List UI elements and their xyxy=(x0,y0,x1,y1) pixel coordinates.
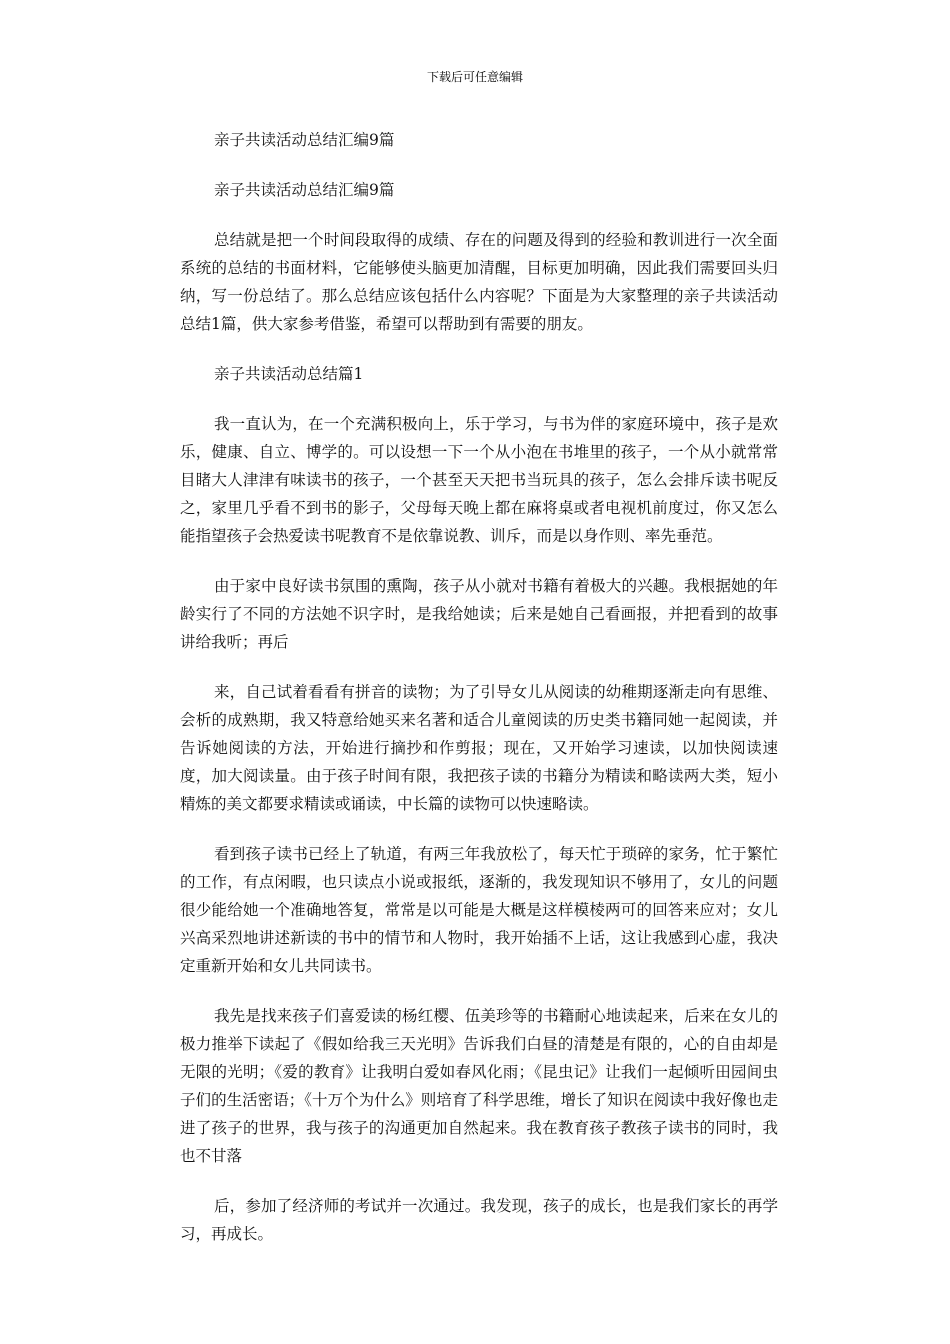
document-title: 亲子共读活动总结汇编9篇 xyxy=(214,131,395,149)
document-subtitle: 亲子共读活动总结汇编9篇 xyxy=(214,181,395,199)
body-paragraph: 我先是找来孩子们喜爱读的杨红樱、伍美珍等的书籍耐心地读起来，后来在女儿的极力推举下读起了《假如给我三天光明》告诉我们白昼的清楚是有限的，心的自由却是无限的光明；《爱的教育》让我明白爱如春风化雨；《昆虫记》让我们一起倾听田园间虫子们的生活密语；《十万个为什么》则培育了科学思维，增长了知识在阅读中我好像也走进了孩子的世界，我与孩子的沟通更加自然起来。我在教育孩子教孩子读书的同时，我也不甘落 xyxy=(180,1007,778,1165)
body-paragraph: 看到孩子读书已经上了轨道，有两三年我放松了，每天忙于琐碎的家务，忙于繁忙的工作，有点闲暇，也只读点小说或报纸，逐渐的，我发现知识不够用了，女儿的问题很少能给她一个准确地答复，常常是以可能是大概是这样模棱两可的回答来应对；女儿兴高采烈地讲述新读的书中的情节和人物时，我开始插不上话，这让我感到心虚，我决定重新开始和女儿共同读书。 xyxy=(180,845,778,975)
intro-paragraph: 总结就是把一个时间段取得的成绩、存在的问题及得到的经验和教训进行一次全面系统的总结的书面材料，它能够使头脑更加清醒，目标更加明确，因此我们需要回头归纳，写一份总结了。那么总结应该包括什么内容呢？下面是为大家整理的亲子共读活动总结1篇，供大家参考借鉴，希望可以帮助到有需要的朋友。 xyxy=(180,231,778,333)
download-edit-note: 下载后可任意编辑 xyxy=(426,70,523,84)
body-paragraph: 来，自己试着看看有拼音的读物；为了引导女儿从阅读的幼稚期逐渐走向有思维、会析的成熟期，我又特意给她买来名著和适合儿童阅读的历史类书籍同她一起阅读，并告诉她阅读的方法，开始进行摘抄和作剪报；现在，又开始学习速读，以加快阅读速度，加大阅读量。由于孩子时间有限，我把孩子读的书籍分为精读和略读两大类，短小精炼的美文都要求精读或诵读，中长篇的读物可以快速略读。 xyxy=(180,683,778,813)
body-paragraph: 我一直认为，在一个充满积极向上，乐于学习，与书为伴的家庭环境中，孩子是欢乐，健康、自立、博学的。可以设想一下一个从小泡在书堆里的孩子，一个从小就常常目睹大人津津有味读书的孩子，一个甚至天天把书当玩具的孩子，怎么会排斥读书呢反之，家里几乎看不到书的影子，父母每天晚上都在麻将桌或者电视机前度过，你又怎么能指望孩子会热爱读书呢教育不是依靠说教、训斥，而是以身作则、率先垂范。 xyxy=(180,415,778,545)
body-paragraph: 由于家中良好读书氛围的熏陶，孩子从小就对书籍有着极大的兴趣。我根据她的年龄实行了不同的方法她不识字时，是我给她读；后来是她自己看画报，并把看到的故事讲给我听；再后 xyxy=(180,577,778,651)
body-paragraph: 后，参加了经济师的考试并一次通过。我发现，孩子的成长，也是我们家长的再学习，再成长。 xyxy=(180,1197,778,1243)
document-body xyxy=(180,126,778,1270)
section-heading: 亲子共读活动总结篇1 xyxy=(214,365,364,383)
